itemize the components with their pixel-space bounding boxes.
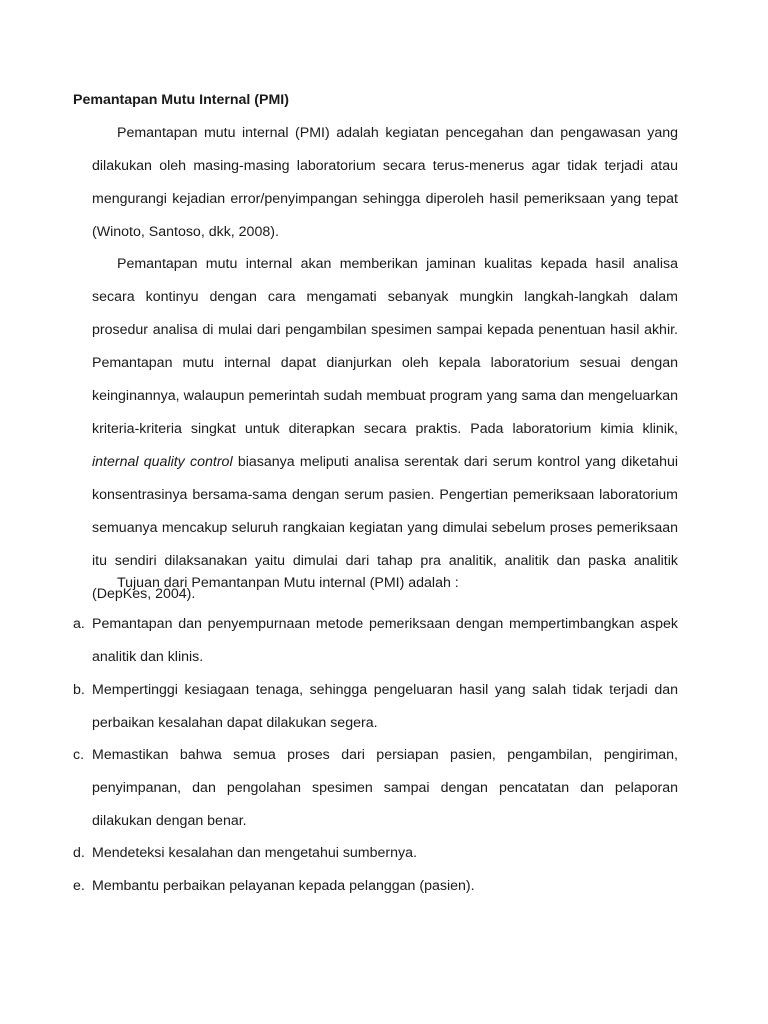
list-marker: b.	[73, 682, 85, 698]
paragraph-explanation-text-2: biasanya meliputi analisa serentak dari serum kontrol yang diketahui konsentrasinya bersama-sama dengan serum pasien. Pengertian pemeriksaan laboratorium semuanya mencakup seluruh rangkaian kegiatan yang dimulai sebelum proses pemeriksaan itu sendiri dilaksanakan yaitu dimulai dari tahap pra analitik, analitik dan paska analitik (DepKes, 2004).	[92, 454, 678, 602]
paragraph-definition: Pemantapan mutu internal (PMI) adalah kegiatan pencegahan dan pengawasan yang dilakukan oleh masing-masing laboratorium secara terus-menerus agar tidak terjadi atau mengurangi kejadian error/penyimpangan sehingga diperoleh hasil pemeriksaan yang tepat (Winoto, Santoso, dkk, 2008).	[92, 125, 678, 240]
list-item-c	[73, 739, 678, 838]
list-marker: d.	[73, 845, 85, 861]
list-marker: e.	[73, 878, 85, 894]
list-item-text: Pemantapan dan penyempurnaan metode pemeriksaan dengan mempertimbangkan aspek analitik dan klinis.	[92, 616, 678, 665]
list-item-b	[73, 674, 678, 740]
list-item-a	[73, 608, 678, 674]
list-item-text: Mempertinggi kesiagaan tenaga, sehingga pengeluaran hasil yang salah tidak terjadi dan perbaikan kesalahan dapat dilakukan segera.	[92, 682, 678, 731]
list-item-d	[73, 837, 678, 870]
list-item-text: Memastikan bahwa semua proses dari persiapan pasien, pengambilan, pengiriman, penyimpanan, dan pengolahan spesimen sampai dengan pencatatan dan pelaporan dilakukan dengan benar.	[92, 747, 678, 829]
list-item-text: Mendeteksi kesalahan dan mengetahui sumbernya.	[92, 845, 417, 861]
paragraph-explanation	[92, 248, 678, 611]
list-marker: c.	[73, 747, 85, 763]
section-heading: Pemantapan Mutu Internal (PMI)	[73, 92, 289, 108]
list-intro: Tujuan dari Pemantanpan Mutu internal (PMI) adalah :	[117, 575, 459, 591]
list-item-e	[73, 870, 678, 903]
paragraph-explanation-text-1: Pemantapan mutu internal akan memberikan jaminan kualitas kepada hasil analisa secara kontinyu dengan cara mengamati sebanyak mungkin langkah-langkah dalam prosedur analisa di mulai dari pengambilan spesimen sampai kepada penentuan hasil akhir. Pemantapan mutu internal dapat dianjurkan oleh kepala laboratorium sesuai dengan keinginannya, walaupun pemerintah sudah membuat program yang sama dan mengeluarkan kriteria-kriteria singkat untuk diterapkan secara praktis. Pada laboratorium kimia klinik,	[92, 256, 678, 437]
list-marker: a.	[73, 616, 85, 632]
italic-term: internal quality control	[92, 454, 233, 470]
list-item-text: Membantu perbaikan pelayanan kepada pelanggan (pasien).	[92, 878, 475, 894]
